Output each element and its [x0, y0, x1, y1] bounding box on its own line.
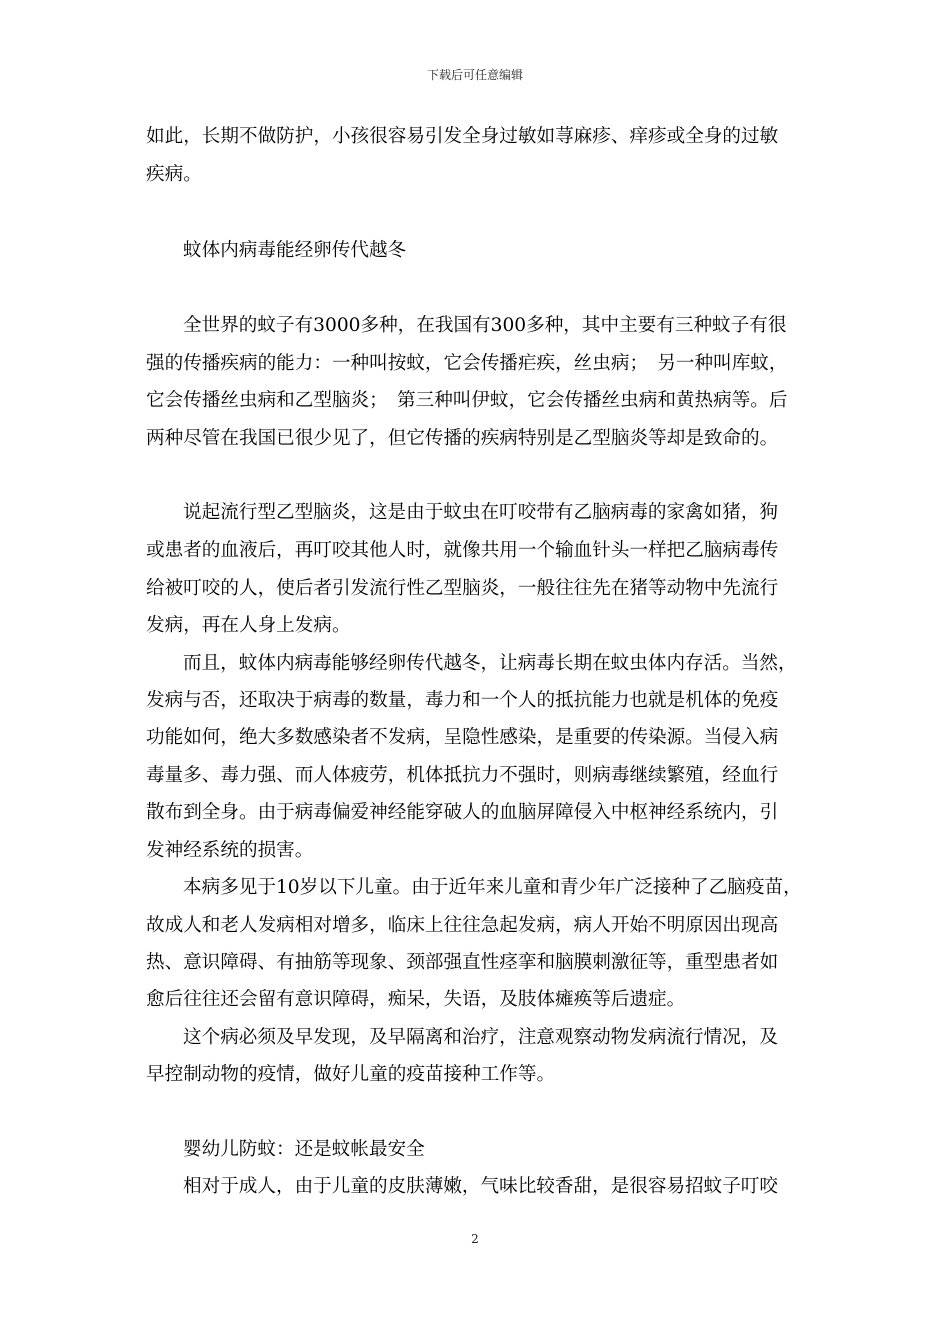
text-line: 本病多见于10岁以下儿童。由于近年来儿童和青少年广泛接种了乙脑疫苗， — [183, 877, 802, 898]
text-line: 相对于成人，由于儿童的皮肤薄嫩，气味比较香甜，是很容易招蚊子叮咬 — [183, 1176, 779, 1197]
section-heading: 蚊体内病毒能经卵传代越冬 — [183, 240, 407, 261]
text-line: 它会传播丝虫病和乙型脑炎； 第三种叫伊蚊，它会传播丝虫病和黄热病等。后 — [146, 390, 788, 411]
text-line: 这个病必须及早发现，及早隔离和治疗，注意观察动物发病流行情况，及 — [183, 1027, 779, 1048]
text-line: 如此，长期不做防护，小孩很容易引发全身过敏如荨麻疹、痒疹或全身的过敏 — [146, 126, 779, 147]
text-line: 两种尽管在我国已很少见了，但它传播的疾病特别是乙型脑炎等却是致命的。 — [146, 428, 779, 449]
text-line: 强的传播疾病的能力：一种叫按蚊，它会传播疟疾，丝虫病； 另一种叫库蚊， — [146, 353, 788, 374]
text-line: 毒量多、毒力强、而人体疲劳，机体抵抗力不强时，则病毒继续繁殖，经血行 — [146, 765, 779, 786]
section-heading: 婴幼儿防蚊：还是蚊帐最安全 — [183, 1139, 425, 1160]
text-line: 功能如何，绝大多数感染者不发病，呈隐性感染，是重要的传染源。当侵入病 — [146, 727, 779, 748]
text-line: 愈后往往还会留有意识障碍，痴呆，失语，及肢体瘫痪等后遗症。 — [146, 989, 686, 1010]
text-line: 散布到全身。由于病毒偏爱神经能穿破人的血脑屏障侵入中枢神经系统内，引 — [146, 802, 779, 823]
text-line: 发病，再在人身上发病。 — [146, 615, 351, 636]
text-line: 疾病。 — [146, 164, 202, 185]
text-line: 故成人和老人发病相对增多，临床上往往急起发病，病人开始不明原因出现高 — [146, 915, 779, 936]
text-line: 或患者的血液后，再叮咬其他人时，就像共用一个输血针头一样把乙脑病毒传 — [146, 540, 779, 561]
text-line: 热、意识障碍、有抽筋等现象、颈部强直性痉挛和脑膜刺激征等，重型患者如 — [146, 952, 779, 973]
page-header: 下载后可任意编辑 — [426, 68, 523, 82]
text-line: 说起流行型乙型脑炎，这是由于蚊虫在叮咬带有乙脑病毒的家禽如猪，狗 — [183, 502, 779, 523]
text-line: 早控制动物的疫情，做好儿童的疫苗接种工作等。 — [146, 1064, 556, 1085]
text-line: 而且，蚊体内病毒能够经卵传代越冬，让病毒长期在蚊虫体内存活。当然， — [183, 653, 797, 674]
text-line: 发病与否，还取决于病毒的数量，毒力和一个人的抵抗能力也就是机体的免疫 — [146, 690, 779, 711]
text-line: 全世界的蚊子有3000多种，在我国有300多种，其中主要有三种蚊子有很 — [183, 315, 787, 336]
text-line: 给被叮咬的人，使后者引发流行性乙型脑炎，一般往往先在猪等动物中先流行 — [146, 578, 779, 599]
text-line: 发神经系统的损害。 — [146, 840, 314, 861]
page-number: 2 — [471, 1232, 479, 1246]
